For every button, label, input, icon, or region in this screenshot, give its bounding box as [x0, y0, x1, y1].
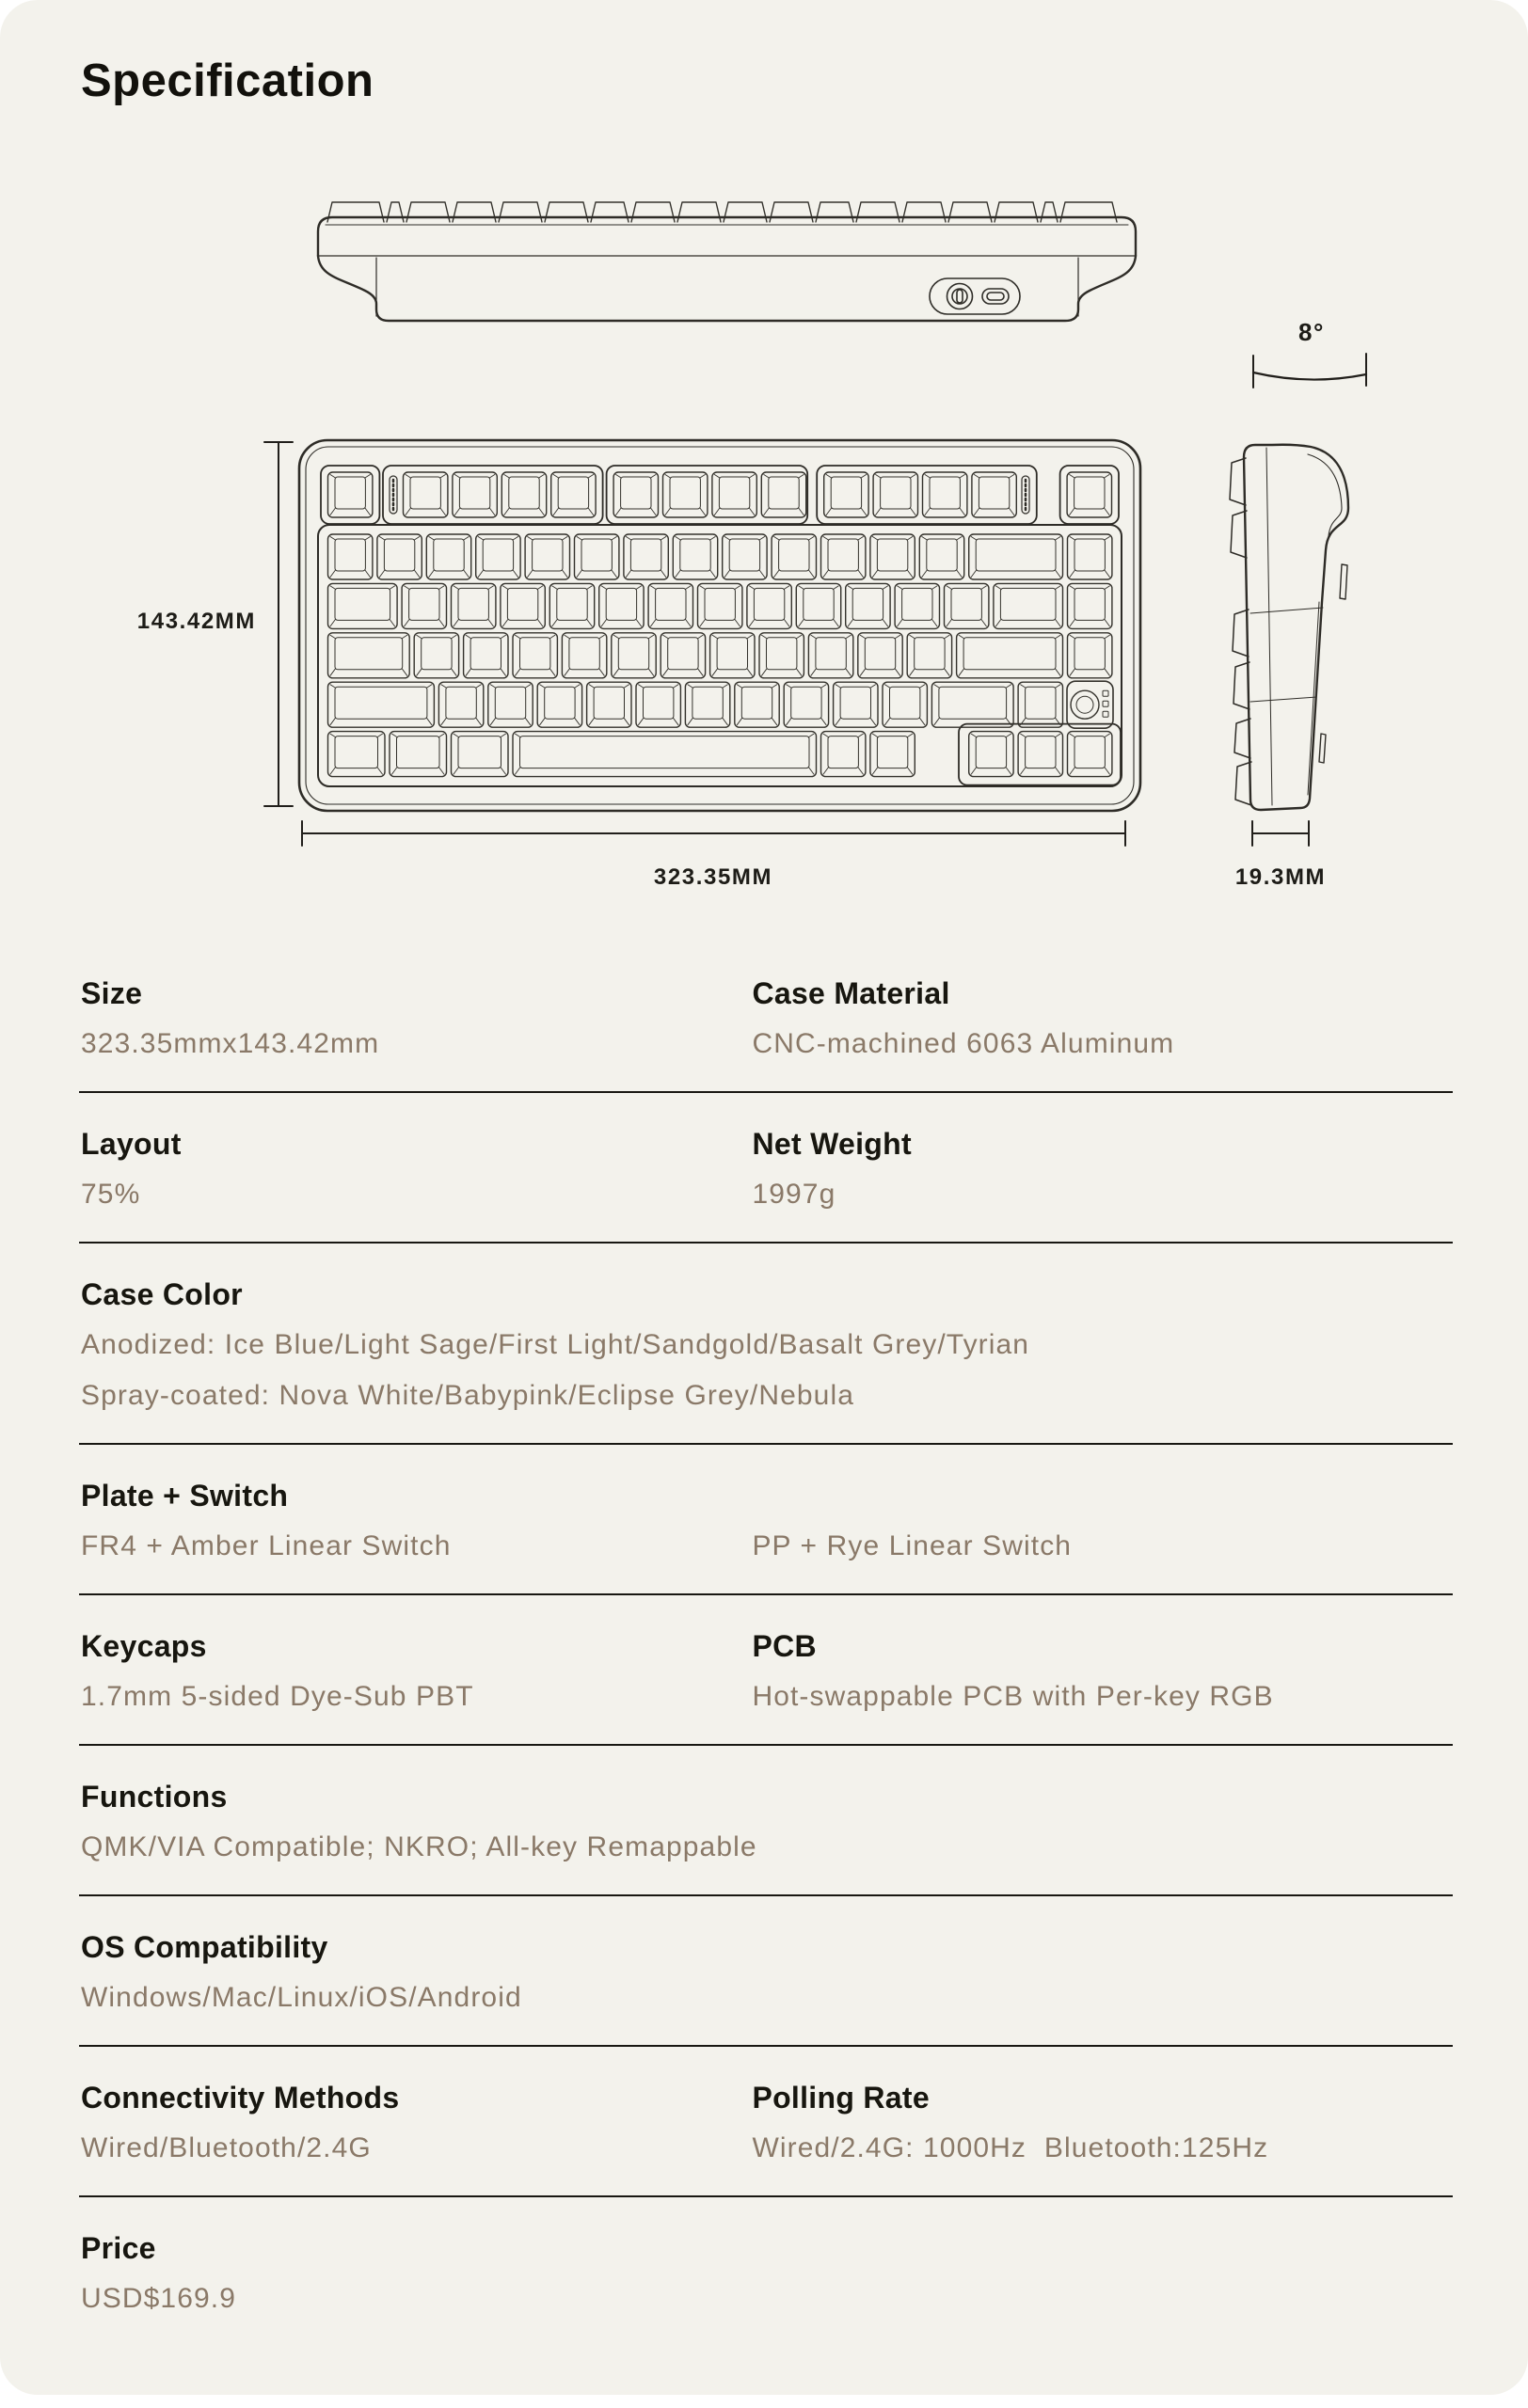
dimension-depth-label: 19.3MM [1234, 864, 1327, 890]
page-title: Specification [81, 55, 374, 106]
dimension-width-label: 323.35MM [653, 864, 773, 890]
spec-label-os-compatibility: OS Compatibility [81, 1930, 328, 1964]
spec-cell-polling-rate [752, 2079, 1451, 2167]
spec-cell-keycaps [81, 1627, 752, 1716]
led-strip [390, 476, 1029, 514]
spec-label-size: Size [81, 976, 143, 1010]
spec-label-pcb: PCB [752, 1629, 817, 1663]
spec-label-keycaps: Keycaps [81, 1629, 207, 1663]
spec-label-case-material: Case Material [752, 976, 950, 1010]
spec-row-price [79, 2197, 1453, 2346]
dimension-angle-label: 8° [1297, 318, 1326, 346]
spec-value-connectivity: Wired/Bluetooth/2.4G [81, 2132, 372, 2163]
spec-row-layout-weight [79, 1093, 1453, 1244]
spec-value-net-weight: 1997g [752, 1179, 836, 1210]
spec-value-os-compatibility: Windows/Mac/Linux/iOS/Android [81, 1982, 522, 2013]
spec-label-price: Price [81, 2231, 156, 2265]
spec-row-keycaps-pcb [79, 1595, 1453, 1746]
spec-row-os-compatibility [79, 1896, 1453, 2047]
spec-value-pcb: Hot-swappable PCB with Per-key RGB [752, 1681, 1274, 1712]
spec-label-case-color: Case Color [81, 1277, 243, 1311]
keyboard-rear-view-drawing [318, 202, 1136, 321]
spec-label-layout: Layout [81, 1127, 182, 1161]
keyboard-top-view-drawing [299, 440, 1140, 811]
side-keycap-profile [1230, 458, 1251, 805]
spec-cell-plate-switch-left [81, 1477, 752, 1565]
dimension-annotations [264, 354, 1366, 846]
spec-label-functions: Functions [81, 1780, 228, 1814]
spec-value-case-color-spray: Spray-coated: Nova White/Babypink/Eclipse Grey/Nebula [81, 1380, 854, 1411]
spec-value-plate-switch-right: PP + Rye Linear Switch [752, 1530, 1073, 1561]
spec-label-plate-switch: Plate + Switch [81, 1479, 289, 1513]
spec-cell-net-weight [752, 1125, 1451, 1213]
spec-row-size-material [79, 943, 1453, 1093]
spec-value-case-color-anodized: Anodized: Ice Blue/Light Sage/First Light/Sandgold/Basalt Grey/Tyrian [81, 1329, 1030, 1360]
spec-value-layout: 75% [81, 1179, 141, 1210]
spec-value-keycaps: 1.7mm 5-sided Dye-Sub PBT [81, 1681, 474, 1712]
spec-label-polling-rate: Polling Rate [752, 2081, 930, 2115]
spec-value-polling-rate: Wired/2.4G: 1000Hz Bluetooth:125Hz [752, 2132, 1269, 2163]
switch-and-port-detail [930, 278, 1020, 314]
spec-cell-pcb [752, 1627, 1451, 1716]
spacer [752, 1477, 1451, 1528]
spec-cell-size [81, 974, 752, 1063]
spec-value-price: USD$169.9 [81, 2283, 236, 2314]
spec-row-case-color [79, 1244, 1453, 1445]
keyboard-side-view-drawing [1230, 445, 1348, 810]
dimension-height-label: 143.42MM [136, 609, 256, 634]
spec-cell-case-material [752, 974, 1451, 1063]
spec-cell-plate-switch-right [752, 1477, 1451, 1565]
spec-row-connectivity-polling [79, 2047, 1453, 2197]
spec-value-plate-switch-left: FR4 + Amber Linear Switch [81, 1530, 452, 1561]
spec-value-case-material: CNC-machined 6063 Aluminum [752, 1028, 1175, 1059]
spec-cell-connectivity [81, 2079, 752, 2167]
spec-table [79, 943, 1453, 2346]
spec-value-size: 323.35mmx143.42mm [81, 1028, 380, 1059]
spec-cell-layout [81, 1125, 752, 1213]
spec-label-net-weight: Net Weight [752, 1127, 912, 1161]
spec-row-plate-switch [79, 1445, 1453, 1595]
spec-value-functions: QMK/VIA Compatible; NKRO; All-key Remappable [81, 1831, 757, 1862]
spec-row-functions [79, 1746, 1453, 1896]
spec-label-connectivity: Connectivity Methods [81, 2081, 400, 2115]
